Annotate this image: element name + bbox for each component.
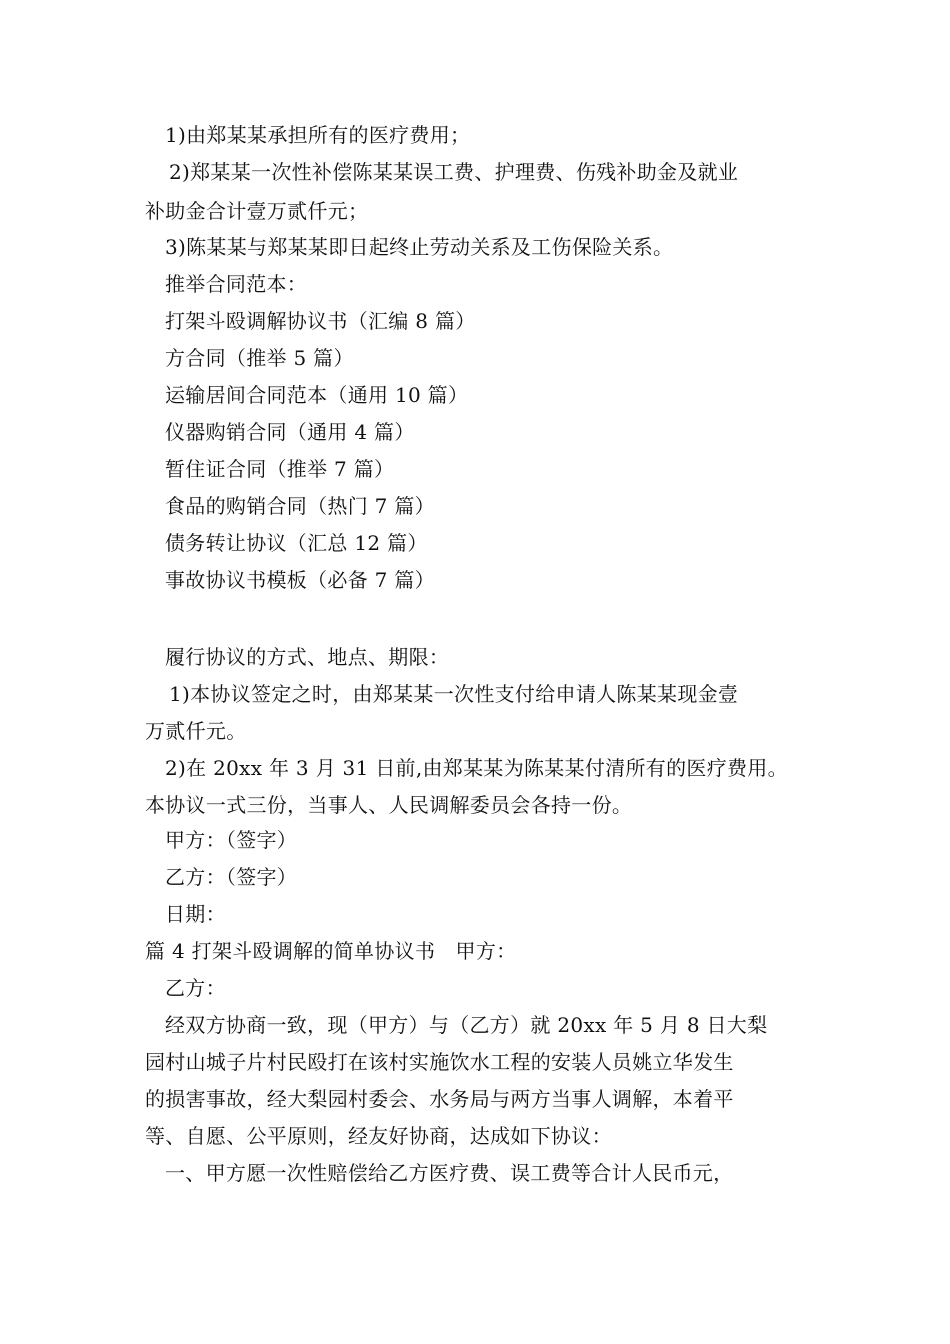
- list-item: 暂住证合同（推举 7 篇）: [165, 457, 395, 481]
- list-item: 仪器购销合同（通用 4 篇）: [165, 420, 415, 444]
- paragraph-line: 的损害事故，经大梨园村委会、水务局与两方当事人调解，本着平: [145, 1087, 734, 1111]
- section-heading: 履行协议的方式、地点、期限：: [165, 645, 450, 669]
- paragraph-line: 3)陈某某与郑某某即日起终止劳动关系及工伤保险关系。: [165, 235, 674, 259]
- list-item: 方合同（推举 5 篇）: [165, 346, 354, 370]
- paragraph-line: 园村山城子片村民殴打在该村实施饮水工程的安装人员姚立华发生: [145, 1050, 734, 1074]
- paragraph-line: 等、自愿、公平原则，经友好协商，达成如下协议：: [145, 1124, 612, 1148]
- list-item: 债务转让协议（汇总 12 篇）: [165, 531, 428, 555]
- party-line: 乙方：: [165, 976, 226, 1000]
- list-item: 食品的购销合同（热门 7 篇）: [165, 494, 435, 518]
- paragraph-line: 2)在 20xx 年 3 月 31 日前,由郑某某为陈某某付清所有的医疗费用。: [165, 756, 788, 780]
- signature-line: 甲方：（签字）: [165, 828, 298, 852]
- paragraph-line: 1)本协议签定之时，由郑某某一次性支付给申请人陈某某现金壹: [169, 682, 739, 706]
- list-item: 事故协议书模板（必备 7 篇）: [165, 568, 435, 592]
- signature-line: 乙方：（签字）: [165, 865, 298, 889]
- paragraph-line: 万贰仟元。: [145, 719, 247, 743]
- paragraph-line: 一、甲方愿一次性赔偿给乙方医疗费、误工费等合计人民币元，: [165, 1161, 734, 1185]
- paragraph-line: 补助金合计壹万贰仟元；: [145, 199, 369, 223]
- document-title: 篇 4 打架斗殴调解的简单协议书 甲方：: [145, 939, 517, 963]
- paragraph-line: 本协议一式三份，当事人、人民调解委员会各持一份。: [145, 793, 633, 817]
- paragraph-line: 2)郑某某一次性补偿陈某某误工费、护理费、伤残补助金及就业: [169, 160, 739, 184]
- date-line: 日期：: [165, 902, 226, 926]
- list-item: 运输居间合同范本（通用 10 篇）: [165, 383, 469, 407]
- list-item: 打架斗殴调解协议书（汇编 8 篇）: [165, 309, 476, 333]
- paragraph-line: 经双方协商一致，现（甲方）与（乙方）就 20xx 年 5 月 8 日大梨: [165, 1013, 768, 1037]
- section-heading: 推举合同范本：: [165, 272, 308, 296]
- paragraph-line: 1)由郑某某承担所有的医疗费用；: [165, 123, 471, 147]
